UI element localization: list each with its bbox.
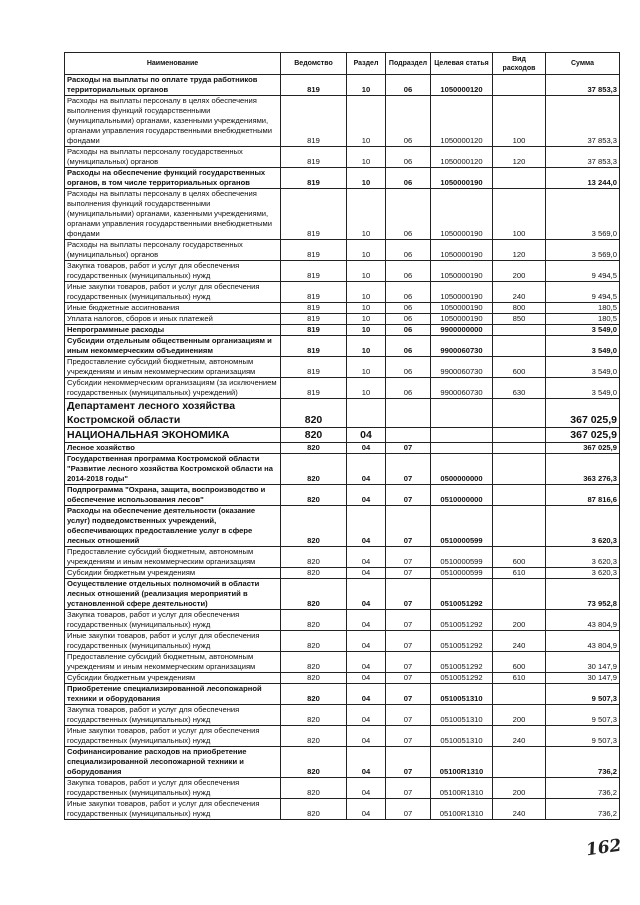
cell-type: [493, 325, 546, 336]
cell-dept: 820: [281, 610, 347, 631]
cell-target: 1050000190: [431, 168, 493, 189]
cell-name: Закупка товаров, работ и услуг для обеспечения государственных (муниципальных) нужд: [65, 261, 281, 282]
header-name: Наименование: [65, 53, 281, 75]
table-row: [65, 336, 620, 357]
cell-subsection: 07: [386, 705, 431, 726]
cell-sum: 736,2: [546, 799, 620, 820]
cell-dept: 820: [281, 631, 347, 652]
table-header-row: [65, 53, 620, 75]
cell-name: Расходы на обеспечение функций государственных органов, в том числе территориальных органов: [65, 168, 281, 189]
cell-name: Приобретение специализированной лесопожарной техники и оборудования: [65, 684, 281, 705]
cell-dept: 820: [281, 778, 347, 799]
cell-target: 0510000599: [431, 568, 493, 579]
cell-sum: 3 620,3: [546, 547, 620, 568]
table-row: [65, 240, 620, 261]
cell-target: 9900000000: [431, 325, 493, 336]
cell-dept: 820: [281, 547, 347, 568]
table-row: [65, 314, 620, 325]
cell-subsection: 07: [386, 454, 431, 485]
cell-subsection: 06: [386, 325, 431, 336]
table-row: [65, 443, 620, 454]
cell-dept: 820: [281, 673, 347, 684]
cell-sum: 30 147,9: [546, 673, 620, 684]
cell-subsection: 07: [386, 684, 431, 705]
cell-target: 1050000120: [431, 147, 493, 168]
cell-sum: 9 507,3: [546, 705, 620, 726]
cell-dept: 819: [281, 336, 347, 357]
cell-type: 630: [493, 378, 546, 399]
cell-name: Субсидии некоммерческим организациям (за исключением государственных (муниципальных) учреждений): [65, 378, 281, 399]
cell-target: 0510000599: [431, 506, 493, 547]
cell-section: 04: [347, 443, 386, 454]
cell-type: [493, 454, 546, 485]
cell-dept: 819: [281, 168, 347, 189]
cell-sum: 3 620,3: [546, 506, 620, 547]
cell-type: [493, 485, 546, 506]
table-row: [65, 96, 620, 147]
cell-target: 0510051310: [431, 684, 493, 705]
cell-sum: 43 804,9: [546, 610, 620, 631]
cell-sum: 367 025,9: [546, 399, 620, 428]
table-row: [65, 261, 620, 282]
cell-section: 10: [347, 147, 386, 168]
cell-sum: 9 494,5: [546, 282, 620, 303]
cell-dept: 819: [281, 261, 347, 282]
cell-dept: 819: [281, 378, 347, 399]
cell-name: Предоставление субсидий бюджетным, автономным учреждениям и иным некоммерческим организациям: [65, 357, 281, 378]
cell-subsection: 06: [386, 303, 431, 314]
cell-subsection: 07: [386, 652, 431, 673]
cell-sum: 73 952,8: [546, 579, 620, 610]
header-sum: Сумма: [546, 53, 620, 75]
cell-subsection: 07: [386, 579, 431, 610]
cell-target: 0510051292: [431, 673, 493, 684]
table-row: [65, 147, 620, 168]
cell-subsection: 07: [386, 506, 431, 547]
table-row: [65, 747, 620, 778]
cell-subsection: 06: [386, 75, 431, 96]
cell-section: 04: [347, 428, 386, 443]
cell-sum: 87 816,6: [546, 485, 620, 506]
cell-section: 10: [347, 357, 386, 378]
cell-type: 120: [493, 240, 546, 261]
cell-type: 200: [493, 610, 546, 631]
cell-section: 10: [347, 282, 386, 303]
cell-name: Субсидии бюджетным учреждениям: [65, 568, 281, 579]
cell-target: 05100R1310: [431, 778, 493, 799]
cell-subsection: [386, 428, 431, 443]
cell-target: 0510000000: [431, 485, 493, 506]
cell-target: 05100R1310: [431, 799, 493, 820]
cell-name: Субсидии бюджетным учреждениям: [65, 673, 281, 684]
cell-dept: 819: [281, 314, 347, 325]
cell-name: Уплата налогов, сборов и иных платежей: [65, 314, 281, 325]
cell-sum: 3 620,3: [546, 568, 620, 579]
cell-name: Расходы на выплаты персоналу в целях обеспечения выполнения функций государственными (муниципальными) органами, казенными учреждениями, органами управления государственными внебюджетными фондами: [65, 96, 281, 147]
cell-subsection: 06: [386, 282, 431, 303]
cell-name: Расходы на выплаты персоналу в целях обеспечения выполнения функций государственными (муниципальными) органами, казенными учреждениями, органами управления государственными внебюджетными фондами: [65, 189, 281, 240]
cell-name: Иные закупки товаров, работ и услуг для обеспечения государственных (муниципальных) нужд: [65, 726, 281, 747]
table-row: [65, 454, 620, 485]
cell-dept: 820: [281, 443, 347, 454]
table-row: [65, 189, 620, 240]
cell-target: 0510051292: [431, 631, 493, 652]
cell-type: [493, 75, 546, 96]
cell-sum: 180,5: [546, 314, 620, 325]
cell-section: 04: [347, 747, 386, 778]
cell-sum: 363 276,3: [546, 454, 620, 485]
cell-target: 05100R1310: [431, 747, 493, 778]
cell-dept: 820: [281, 747, 347, 778]
cell-target: 0510051292: [431, 610, 493, 631]
table-row: [65, 579, 620, 610]
cell-name: Предоставление субсидий бюджетным, автономным учреждениям и иным некоммерческим организациям: [65, 652, 281, 673]
table-row: [65, 684, 620, 705]
cell-subsection: 06: [386, 357, 431, 378]
cell-sum: 3 549,0: [546, 325, 620, 336]
cell-type: 240: [493, 282, 546, 303]
cell-name: Закупка товаров, работ и услуг для обеспечения государственных (муниципальных) нужд: [65, 705, 281, 726]
cell-dept: 820: [281, 506, 347, 547]
cell-target: 1050000190: [431, 314, 493, 325]
cell-type: 600: [493, 357, 546, 378]
cell-name: Департамент лесного хозяйства Костромской области: [65, 399, 281, 428]
cell-dept: 820: [281, 705, 347, 726]
cell-sum: 13 244,0: [546, 168, 620, 189]
cell-sum: 43 804,9: [546, 631, 620, 652]
table-row: [65, 75, 620, 96]
cell-section: 10: [347, 303, 386, 314]
cell-sum: 3 569,0: [546, 240, 620, 261]
cell-section: 10: [347, 325, 386, 336]
cell-section: 04: [347, 579, 386, 610]
cell-dept: 819: [281, 303, 347, 314]
cell-name: Лесное хозяйство: [65, 443, 281, 454]
table-row: [65, 547, 620, 568]
cell-type: 850: [493, 314, 546, 325]
cell-dept: 820: [281, 684, 347, 705]
cell-sum: 736,2: [546, 778, 620, 799]
cell-subsection: 06: [386, 240, 431, 261]
cell-dept: 819: [281, 282, 347, 303]
cell-name: Иные закупки товаров, работ и услуг для обеспечения государственных (муниципальных) нужд: [65, 282, 281, 303]
cell-target: 0510051310: [431, 726, 493, 747]
cell-type: [493, 579, 546, 610]
cell-dept: 820: [281, 485, 347, 506]
cell-section: 10: [347, 96, 386, 147]
cell-name: Софинансирование расходов на приобретение специализированной лесопожарной техники и оборудования: [65, 747, 281, 778]
cell-name: Иные закупки товаров, работ и услуг для обеспечения государственных (муниципальных) нужд: [65, 631, 281, 652]
table-row: [65, 673, 620, 684]
cell-section: 04: [347, 454, 386, 485]
cell-subsection: 07: [386, 568, 431, 579]
cell-subsection: 06: [386, 189, 431, 240]
cell-name: Расходы на выплаты персоналу государственных (муниципальных) органов: [65, 147, 281, 168]
cell-type: 200: [493, 778, 546, 799]
cell-target: 1050000190: [431, 240, 493, 261]
cell-type: [493, 168, 546, 189]
cell-name: Подпрограмма "Охрана, защита, воспроизводство и обеспечение использования лесов": [65, 485, 281, 506]
cell-type: 600: [493, 547, 546, 568]
cell-name: НАЦИОНАЛЬНАЯ ЭКОНОМИКА: [65, 428, 281, 443]
cell-sum: 3 549,0: [546, 357, 620, 378]
cell-name: Осуществление отдельных полномочий в области лесных отношений (реализация мероприятий в установленной сфере деятельности): [65, 579, 281, 610]
table-row: [65, 631, 620, 652]
cell-sum: 3 549,0: [546, 336, 620, 357]
cell-dept: 820: [281, 568, 347, 579]
cell-section: 10: [347, 378, 386, 399]
cell-subsection: 07: [386, 726, 431, 747]
cell-dept: 820: [281, 428, 347, 443]
cell-target: [431, 399, 493, 428]
cell-sum: 37 853,3: [546, 75, 620, 96]
header-target: Целевая статья: [431, 53, 493, 75]
header-dept: Ведомство: [281, 53, 347, 75]
table-row: [65, 428, 620, 443]
cell-name: Закупка товаров, работ и услуг для обеспечения государственных (муниципальных) нужд: [65, 610, 281, 631]
table-row: [65, 357, 620, 378]
cell-section: [347, 399, 386, 428]
cell-type: 120: [493, 147, 546, 168]
cell-type: 240: [493, 631, 546, 652]
cell-section: 10: [347, 314, 386, 325]
cell-sum: 9 494,5: [546, 261, 620, 282]
cell-subsection: 07: [386, 747, 431, 778]
cell-dept: 820: [281, 799, 347, 820]
cell-section: 04: [347, 547, 386, 568]
table-row: [65, 325, 620, 336]
cell-type: 240: [493, 726, 546, 747]
cell-target: 0510051310: [431, 705, 493, 726]
cell-section: 04: [347, 485, 386, 506]
cell-dept: 819: [281, 147, 347, 168]
cell-target: 9900060730: [431, 378, 493, 399]
table-row: [65, 506, 620, 547]
cell-target: 1050000190: [431, 189, 493, 240]
cell-name: Государственная программа Костромской области "Развитие лесного хозяйства Костромской области на 2014-2018 годы": [65, 454, 281, 485]
cell-section: 04: [347, 631, 386, 652]
cell-subsection: 06: [386, 336, 431, 357]
cell-subsection: 07: [386, 610, 431, 631]
cell-subsection: 07: [386, 631, 431, 652]
cell-target: 0500000000: [431, 454, 493, 485]
cell-subsection: 06: [386, 314, 431, 325]
cell-target: 9900060730: [431, 357, 493, 378]
cell-section: 04: [347, 684, 386, 705]
cell-target: 1050000120: [431, 75, 493, 96]
cell-dept: 820: [281, 454, 347, 485]
cell-section: 10: [347, 240, 386, 261]
cell-type: 600: [493, 652, 546, 673]
cell-section: 04: [347, 506, 386, 547]
cell-section: 04: [347, 673, 386, 684]
cell-dept: 820: [281, 579, 347, 610]
cell-subsection: 07: [386, 443, 431, 454]
table-row: [65, 652, 620, 673]
cell-subsection: 06: [386, 168, 431, 189]
cell-type: [493, 684, 546, 705]
table-row: [65, 485, 620, 506]
cell-subsection: 07: [386, 799, 431, 820]
budget-table: [64, 52, 620, 820]
table-row: [65, 726, 620, 747]
cell-sum: 367 025,9: [546, 443, 620, 454]
cell-target: 1050000190: [431, 303, 493, 314]
cell-type: [493, 443, 546, 454]
cell-sum: 367 025,9: [546, 428, 620, 443]
cell-type: [493, 506, 546, 547]
cell-section: 10: [347, 168, 386, 189]
cell-sum: 180,5: [546, 303, 620, 314]
header-subsection: Подраздел: [386, 53, 431, 75]
cell-name: Расходы на обеспечение деятельности (оказание услуг) подведомственных учреждений, обеспечивающих предоставление услуг в сфере лесных отношений: [65, 506, 281, 547]
cell-dept: 819: [281, 357, 347, 378]
header-type: Вид расходов: [493, 53, 546, 75]
cell-type: [493, 336, 546, 357]
table-row: [65, 168, 620, 189]
cell-section: 04: [347, 568, 386, 579]
table-row: [65, 282, 620, 303]
cell-target: 1050000190: [431, 282, 493, 303]
table-row: [65, 778, 620, 799]
cell-sum: 3 569,0: [546, 189, 620, 240]
cell-dept: 819: [281, 189, 347, 240]
cell-type: 610: [493, 568, 546, 579]
cell-section: 10: [347, 261, 386, 282]
cell-section: 10: [347, 75, 386, 96]
cell-sum: 736,2: [546, 747, 620, 778]
cell-name: Иные закупки товаров, работ и услуг для обеспечения государственных (муниципальных) нужд: [65, 799, 281, 820]
cell-target: 1050000120: [431, 96, 493, 147]
cell-subsection: 07: [386, 485, 431, 506]
cell-sum: 30 147,9: [546, 652, 620, 673]
cell-name: Иные бюджетные ассигнования: [65, 303, 281, 314]
cell-type: 200: [493, 705, 546, 726]
page-number: 162: [584, 835, 623, 861]
cell-type: [493, 428, 546, 443]
cell-section: 04: [347, 726, 386, 747]
cell-subsection: 07: [386, 673, 431, 684]
cell-section: 10: [347, 336, 386, 357]
cell-section: 04: [347, 799, 386, 820]
cell-section: 04: [347, 610, 386, 631]
table-row: [65, 568, 620, 579]
cell-section: 04: [347, 778, 386, 799]
cell-target: 0510051292: [431, 652, 493, 673]
cell-type: 100: [493, 189, 546, 240]
cell-dept: 819: [281, 325, 347, 336]
table-row: [65, 610, 620, 631]
cell-name: Непрограммные расходы: [65, 325, 281, 336]
cell-name: Закупка товаров, работ и услуг для обеспечения государственных (муниципальных) нужд: [65, 778, 281, 799]
cell-section: 04: [347, 652, 386, 673]
table-row: [65, 378, 620, 399]
cell-type: 240: [493, 799, 546, 820]
cell-subsection: 07: [386, 547, 431, 568]
cell-subsection: 06: [386, 378, 431, 399]
cell-target: [431, 443, 493, 454]
cell-sum: 9 507,3: [546, 684, 620, 705]
cell-name: Расходы на выплаты персоналу государственных (муниципальных) органов: [65, 240, 281, 261]
cell-sum: 3 549,0: [546, 378, 620, 399]
cell-type: 610: [493, 673, 546, 684]
cell-sum: 9 507,3: [546, 726, 620, 747]
cell-sum: 37 853,3: [546, 96, 620, 147]
header-section: Раздел: [347, 53, 386, 75]
cell-section: 04: [347, 705, 386, 726]
table-row: [65, 799, 620, 820]
cell-dept: 820: [281, 726, 347, 747]
table-row: [65, 303, 620, 314]
cell-type: 100: [493, 96, 546, 147]
cell-target: 9900060730: [431, 336, 493, 357]
cell-subsection: 06: [386, 147, 431, 168]
cell-dept: 819: [281, 240, 347, 261]
cell-dept: 820: [281, 652, 347, 673]
cell-subsection: 06: [386, 96, 431, 147]
cell-name: Субсидии отдельным общественным организациям и иным некоммерческим объединениям: [65, 336, 281, 357]
table-row: [65, 399, 620, 428]
cell-subsection: 06: [386, 261, 431, 282]
cell-name: Предоставление субсидий бюджетным, автономным учреждениям и иным некоммерческим организациям: [65, 547, 281, 568]
cell-dept: 820: [281, 399, 347, 428]
cell-subsection: 07: [386, 778, 431, 799]
cell-type: [493, 399, 546, 428]
cell-name: Расходы на выплаты по оплате труда работников территориальных органов: [65, 75, 281, 96]
cell-target: 0510051292: [431, 579, 493, 610]
cell-dept: 819: [281, 75, 347, 96]
cell-target: 0510000599: [431, 547, 493, 568]
cell-type: 200: [493, 261, 546, 282]
cell-type: [493, 747, 546, 778]
cell-sum: 37 853,3: [546, 147, 620, 168]
cell-subsection: [386, 399, 431, 428]
cell-target: 1050000190: [431, 261, 493, 282]
cell-dept: 819: [281, 96, 347, 147]
cell-type: 800: [493, 303, 546, 314]
table-row: [65, 705, 620, 726]
cell-section: 10: [347, 189, 386, 240]
cell-target: [431, 428, 493, 443]
